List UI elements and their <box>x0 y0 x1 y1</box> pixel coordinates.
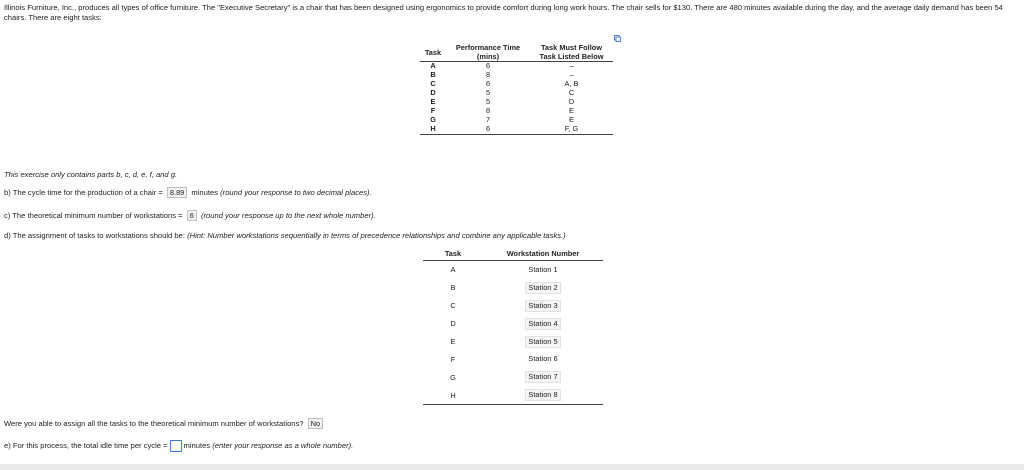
part-d-hint: (Hint: Number workstations sequentially in terms of precedence relationships and combine any applicable tasks.) <box>187 231 566 240</box>
header-performance-time: Performance Time (mins) <box>446 43 530 62</box>
station-select[interactable]: Station 7 <box>525 371 560 383</box>
station-select[interactable]: Station 2 <box>525 282 560 294</box>
part-e-suffix: minutes <box>183 441 211 450</box>
question-text: Were you able to assign all the tasks to the theoretical minimum number of workstations? <box>4 419 304 428</box>
part-e-line <box>4 440 353 452</box>
table-row: B Station 2 <box>423 279 603 297</box>
table-row: E Station 5 <box>423 333 603 351</box>
cycle-time-answer[interactable]: 8.89 <box>167 187 187 198</box>
table-row: F Station 6 <box>423 350 603 368</box>
part-e-hint: (enter your response as a whole number). <box>212 441 354 450</box>
table-row: F 8 E <box>430 106 574 116</box>
station-select[interactable]: Station 3 <box>525 300 560 312</box>
min-workstations-yes-no[interactable]: No <box>308 418 323 429</box>
table-row: B 8 – <box>430 70 574 80</box>
idle-time-input[interactable] <box>170 440 182 452</box>
table-row: A 6 – <box>430 61 574 71</box>
header-must-follow: Task Must Follow Task Listed Below <box>530 43 613 62</box>
station-select[interactable]: Station 8 <box>525 389 560 401</box>
table-row: E 5 D <box>430 97 575 107</box>
header-task: Task <box>420 43 446 62</box>
table-row: D Station 4 <box>423 315 603 333</box>
part-c-hint: (round your response up to the next whole number). <box>200 211 376 220</box>
table-row: H 6 F, G <box>420 125 613 135</box>
table-row: H Station 8 <box>423 386 603 404</box>
station-select[interactable]: Station 6 <box>528 354 558 364</box>
copy-icon[interactable] <box>614 35 621 42</box>
station-select[interactable]: Station 5 <box>525 336 560 348</box>
exercise-note: This exercise only contains parts b, c, d, e, f, and g. <box>4 170 178 179</box>
part-b-hint: (round your response to two decimal places). <box>220 188 372 197</box>
station-select[interactable]: Station 1 <box>528 264 558 274</box>
station-select[interactable]: Station 4 <box>525 318 560 330</box>
table-row: A Station 1 <box>423 261 603 279</box>
part-c-line <box>4 210 376 221</box>
problem-intro: Illinois Furniture, Inc., produces all types of office furniture. The "Executive Secretary" is a chair that has been designed using ergonomics to provide comfort during long work hours. The chair sells for $130. There are 480 minutes available during the day, and the average daily demand has been 54 chairs. There are eight tasks: <box>4 3 1003 22</box>
part-b-line <box>4 187 372 198</box>
table-row: C 6 A, B <box>430 79 579 89</box>
part-c-prefix: c) The theoretical minimum number of workstations = <box>4 211 183 220</box>
header-task: Task <box>423 248 483 261</box>
header-workstation-number: Workstation Number <box>483 248 603 261</box>
table-row: C Station 3 <box>423 297 603 315</box>
bottom-bar <box>0 464 1024 470</box>
min-workstations-answer[interactable]: 6 <box>187 210 197 221</box>
table-row: G 7 E <box>430 115 574 125</box>
assignment-table <box>423 248 603 405</box>
part-d-prefix: d) The assignment of tasks to workstations should be: <box>4 231 185 240</box>
part-b-prefix: b) The cycle time for the production of a chair = <box>4 188 163 197</box>
part-d-line <box>4 231 566 240</box>
task-table <box>420 43 613 135</box>
table-row: D 5 C <box>430 88 575 98</box>
min-workstations-question <box>4 418 325 429</box>
part-b-suffix: minutes <box>191 188 219 197</box>
part-e-prefix: e) For this process, the total idle time per cycle = <box>4 441 168 450</box>
table-row: G Station 7 <box>423 368 603 386</box>
